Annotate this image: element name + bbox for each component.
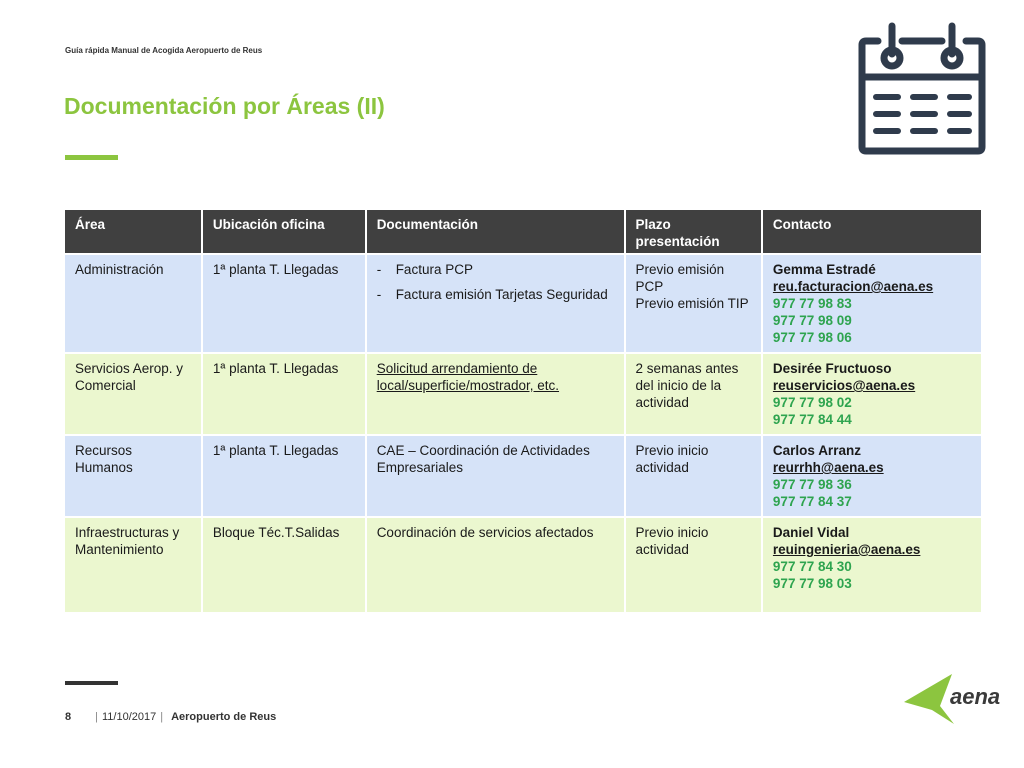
- contact-phone: 977 77 84 30: [772, 559, 852, 574]
- cell-area: Servicios Aerop. y Comercial: [65, 354, 201, 434]
- col-header-area: Área: [65, 210, 201, 253]
- calendar-icon: [856, 22, 988, 158]
- document-item: Factura emisión Tarjetas Seguridad: [395, 287, 608, 302]
- cell-area: Recursos Humanos: [65, 436, 201, 516]
- cell-location: 1ª planta T. Llegadas: [203, 354, 365, 434]
- table-row: [65, 436, 981, 516]
- cell-location: 1ª planta T. Llegadas: [203, 255, 365, 352]
- table-row: [65, 518, 981, 612]
- cell-contact: [763, 354, 981, 434]
- contact-email-link[interactable]: reu.facturacion@aena.es: [772, 279, 934, 294]
- contact-email-link[interactable]: reurrhh@aena.es: [772, 460, 884, 475]
- aena-logo: [902, 670, 1006, 726]
- cell-deadline: Previo inicio actividad: [626, 436, 761, 516]
- contact-phone: 977 77 84 37: [772, 494, 852, 509]
- contact-phone: 977 77 98 06: [772, 330, 852, 345]
- contact-name: Daniel Vidal: [772, 525, 850, 540]
- col-header-documents: Documentación: [367, 210, 624, 253]
- contact-phone: 977 77 98 09: [772, 313, 852, 328]
- contact-phone: 977 77 98 36: [772, 477, 852, 492]
- cell-location: 1ª planta T. Llegadas: [203, 436, 365, 516]
- footer-rule: [65, 681, 118, 685]
- aena-logo-text: aena: [950, 684, 1001, 709]
- page-title: Documentación por Áreas (II): [64, 93, 385, 119]
- contact-phone: 977 77 98 03: [772, 576, 852, 591]
- document-item: Factura PCP: [395, 262, 473, 277]
- contact-email-link[interactable]: reuservicios@aena.es: [772, 378, 916, 393]
- cell-deadline: 2 semanas antes del inicio de la actividad: [626, 354, 761, 434]
- cell-documents: CAE – Coordinación de Actividades Empresariales: [367, 436, 624, 516]
- col-header-contact: Contacto: [763, 210, 981, 253]
- guide-title: Guía rápida Manual de Acogida Aeropuerto de Reus: [65, 46, 263, 55]
- table-row: [65, 255, 981, 352]
- contact-phone: 977 77 98 83: [772, 296, 852, 311]
- contact-name: Carlos Arranz: [772, 443, 861, 458]
- contact-name: Gemma Estradé: [772, 262, 876, 277]
- contact-phone: 977 77 98 02: [772, 395, 852, 410]
- page-number: 8: [65, 711, 72, 723]
- contact-phone: 977 77 84 44: [772, 412, 852, 427]
- table-row: [65, 354, 981, 434]
- cell-documents: Coordinación de servicios afectados: [367, 518, 624, 612]
- cell-deadline: Previo inicio actividad: [626, 518, 761, 612]
- title-underline: [65, 155, 118, 160]
- cell-area: Infraestructuras y Mantenimiento: [65, 518, 201, 612]
- contact-email-link[interactable]: reuingenieria@aena.es: [772, 542, 921, 557]
- documents-list: [377, 261, 614, 303]
- footer: 8 | 11/10/2017 | Aeropuerto de Reus: [65, 711, 277, 723]
- col-header-deadline: Plazo presentación: [626, 210, 761, 253]
- cell-contact: [763, 255, 981, 352]
- document-link[interactable]: Solicitud arrendamiento de local/superficie/mostrador, etc.: [376, 361, 560, 393]
- cell-documents: [367, 354, 624, 434]
- footer-site: Aeropuerto de Reus: [171, 711, 277, 723]
- footer-date: 11/10/2017: [101, 711, 157, 723]
- cell-area: Administración: [65, 255, 201, 352]
- cell-documents: [367, 255, 624, 352]
- documentation-table: [63, 208, 983, 614]
- list-item: - Factura PCP: [376, 262, 473, 277]
- cell-deadline: Previo emisión PCP Previo emisión TIP: [626, 255, 761, 352]
- list-item: - Factura emisión Tarjetas Seguridad: [376, 287, 608, 302]
- aena-logo-mark: [904, 674, 954, 724]
- contact-name: Desirée Fructuoso: [772, 361, 892, 376]
- cell-contact: [763, 436, 981, 516]
- col-header-location: Ubicación oficina: [203, 210, 365, 253]
- cell-location: Bloque Téc.T.Salidas: [203, 518, 365, 612]
- table-header-row: [65, 210, 981, 253]
- cell-contact: [763, 518, 981, 612]
